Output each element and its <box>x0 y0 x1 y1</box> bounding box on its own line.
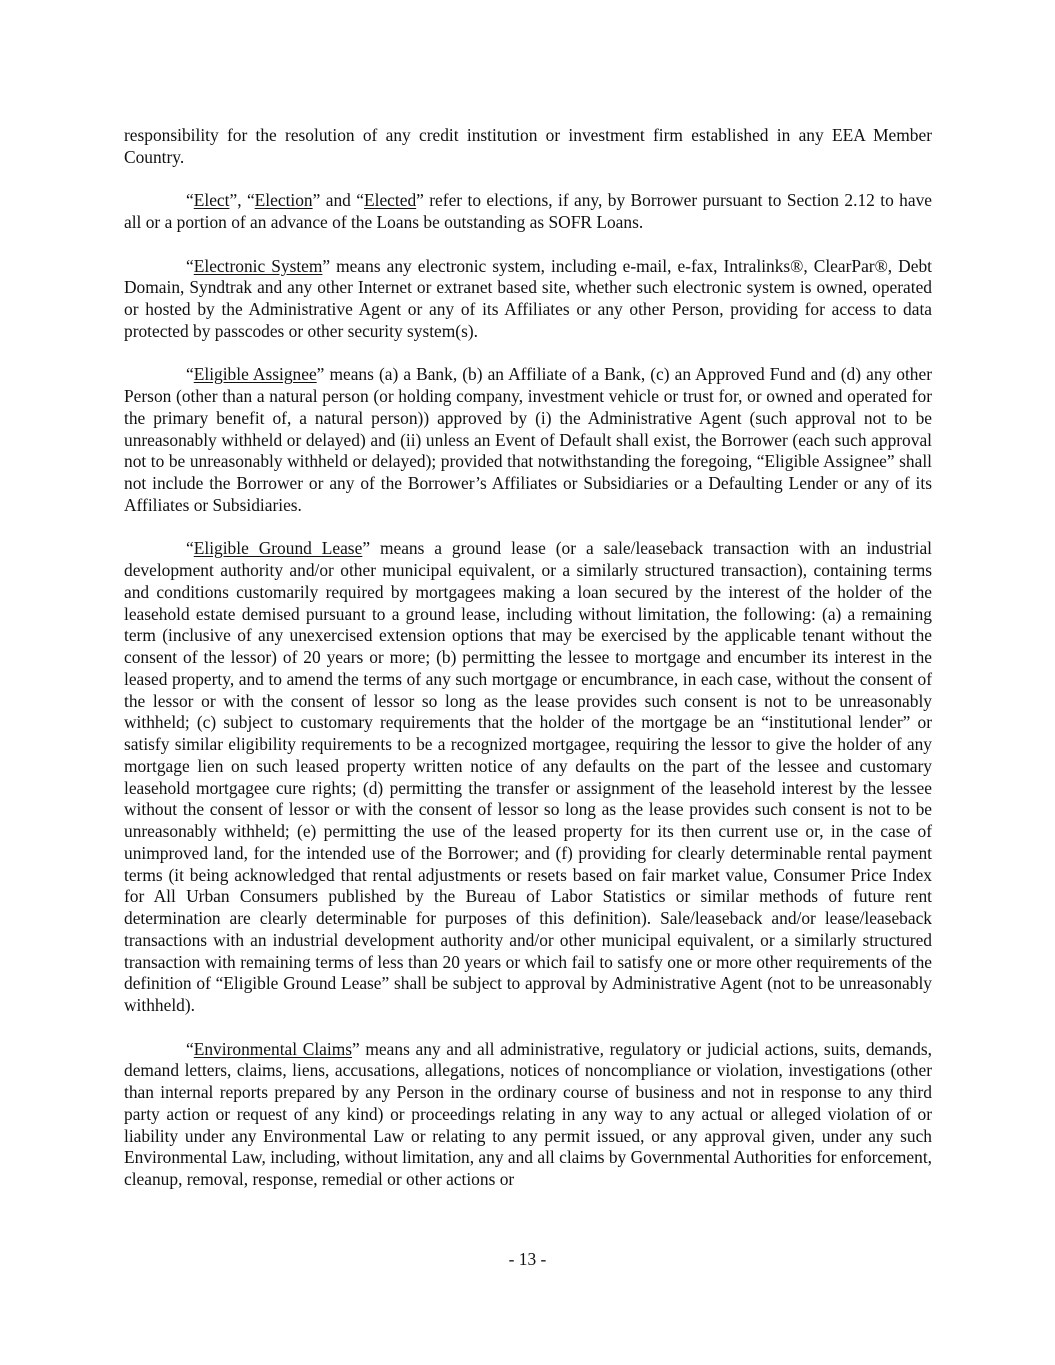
defined-term: Elect <box>193 190 230 211</box>
paragraph-text: ” means any electronic system, including e-mail, e-fax, Intralinks®, ClearPar®, Debt Domain, Syndtrak and any other Internet or extranet based site, whether such electronic system is owned, operated or hosted by the Administrative Agent or any of its Affiliates or any other Person, providing for access to data protected by passcodes or other security system(s). <box>124 255 932 341</box>
defined-term: Environmental Claims <box>193 1038 353 1059</box>
paragraph-text: ” refer to elections, if any, by Borrower pursuant to Section 2.12 to have all or a portion of an advance of the Loans be outstanding as SOFR Loans. <box>124 190 933 232</box>
paragraph-text: “ <box>186 364 194 385</box>
definition-paragraph <box>124 538 932 1017</box>
paragraph-text: ” and “ <box>312 190 364 211</box>
page-number: - 13 - <box>508 1249 547 1269</box>
paragraph-text: ” means a ground lease (or a sale/leaseback transaction with an industrial development authority and/or other municipal equivalent, or a similarly structured transaction), containing terms and conditions customarily required by mortgagees making a loan secured by the interest of the holder of the leasehold estate demised pursuant to a ground lease, including without limitation, the following: (a) a remaining term (inclusive of any unexercised extension options that may be exercised by the applicable tenant without the consent of the lessor) of 20 years or more; (b) permitting the lessee to mortgage and encumber its interest in the leased property, and to amend the terms of any such mortgage or encumbrance, in each case, without the consent of the lessor or with the consent of lessor so long as the lease provides such consent is not to be unreasonably withheld; (c) subject to customary requirements that the holder of the mortgage be an “institutional lender” or satisfy similar eligibility requirements to be a recognized mortgagee, requiring the lessor to give the holder of any mortgage lien on such leased property written notice of any defaults on the part of the lessee and customary leasehold mortgagee cure rights; (d) permitting the transfer or assignment of the leasehold interest by the lessee without the consent of lessor or with the consent of lessor so long as the lease provides such consent is not to be unreasonably withheld; (e) permitting the use of the leased property for its then current use or, in the case of unimproved land, for the intended use of the Borrower; and (f) providing for clearly determinable rental payment terms (it being acknowledged that rental adjustments or resets based on fair market value, Consumer Price Index for All Urban Consumers published by the Bureau of Labor Statistics or similar methods of future rent determination are clearly determinable for purposes of this definition). Sale/leaseback and/or lease/leaseback transactions with an industrial development authority and/or other municipal equivalent, or a similarly structured transaction with remaining terms of less than 20 years or which fail to satisfy one or more other requirements of the definition of “Eligible Ground Lease” shall be subject to approval by Administrative Agent (not to be unreasonably withheld). <box>124 538 933 1015</box>
paragraph-text: “ <box>186 255 194 276</box>
defined-term: Election <box>254 190 313 211</box>
document-body <box>124 125 932 1213</box>
defined-term: Elected <box>364 190 417 211</box>
definition-paragraph <box>124 125 932 169</box>
paragraph-text: responsibility for the resolution of any credit institution or investment firm established in any EEA Member Country. <box>124 125 932 167</box>
paragraph-text: ” means (a) a Bank, (b) an Affiliate of a Bank, (c) an Approved Fund and (d) any other Person (other than a natural person (or holding company, investment vehicle or trust for, or owned and operated for the primary benefit of, a natural person)) approved by (i) the Administrative Agent (such approval not to be unreasonably withheld or delayed) and (ii) unless an Event of Default shall exist, the Borrower (each such approval not to be unreasonably withheld or delayed); provided that notwithstanding the foregoing, “Eligible Assignee” shall not include the Borrower or any of the Borrower’s Affiliates or Subsidiaries or a Defaulting Lender or any of its Affiliates or Subsidiaries. <box>124 364 933 515</box>
paragraph-text: “ <box>186 538 194 559</box>
defined-term: Eligible Ground Lease <box>193 538 363 559</box>
definition-paragraph <box>124 1039 932 1191</box>
defined-term: Eligible Assignee <box>193 364 317 385</box>
paragraph-text: “ <box>186 1038 194 1059</box>
definition-paragraph <box>124 190 932 234</box>
paragraph-text: ”, “ <box>229 190 255 211</box>
definition-paragraph <box>124 256 932 343</box>
paragraph-text: ” means any and all administrative, regulatory or judicial actions, suits, demands, demand letters, claims, liens, accusations, allegations, notices of noncompliance or violation, investigations (other than internal reports prepared by any Person in the ordinary course of business and not in response to any third party action or request of any kind) or proceedings relating in any way to any actual or alleged violation of or liability under any Environmental Law or relating to any permit issued, or any approval given, under any such Environmental Law, including, without limitation, any and all claims by Governmental Authorities for enforcement, cleanup, removal, response, remedial or other actions or <box>124 1038 932 1189</box>
paragraph-text: “ <box>186 190 194 211</box>
defined-term: Electronic System <box>193 255 323 276</box>
definition-paragraph <box>124 364 932 516</box>
